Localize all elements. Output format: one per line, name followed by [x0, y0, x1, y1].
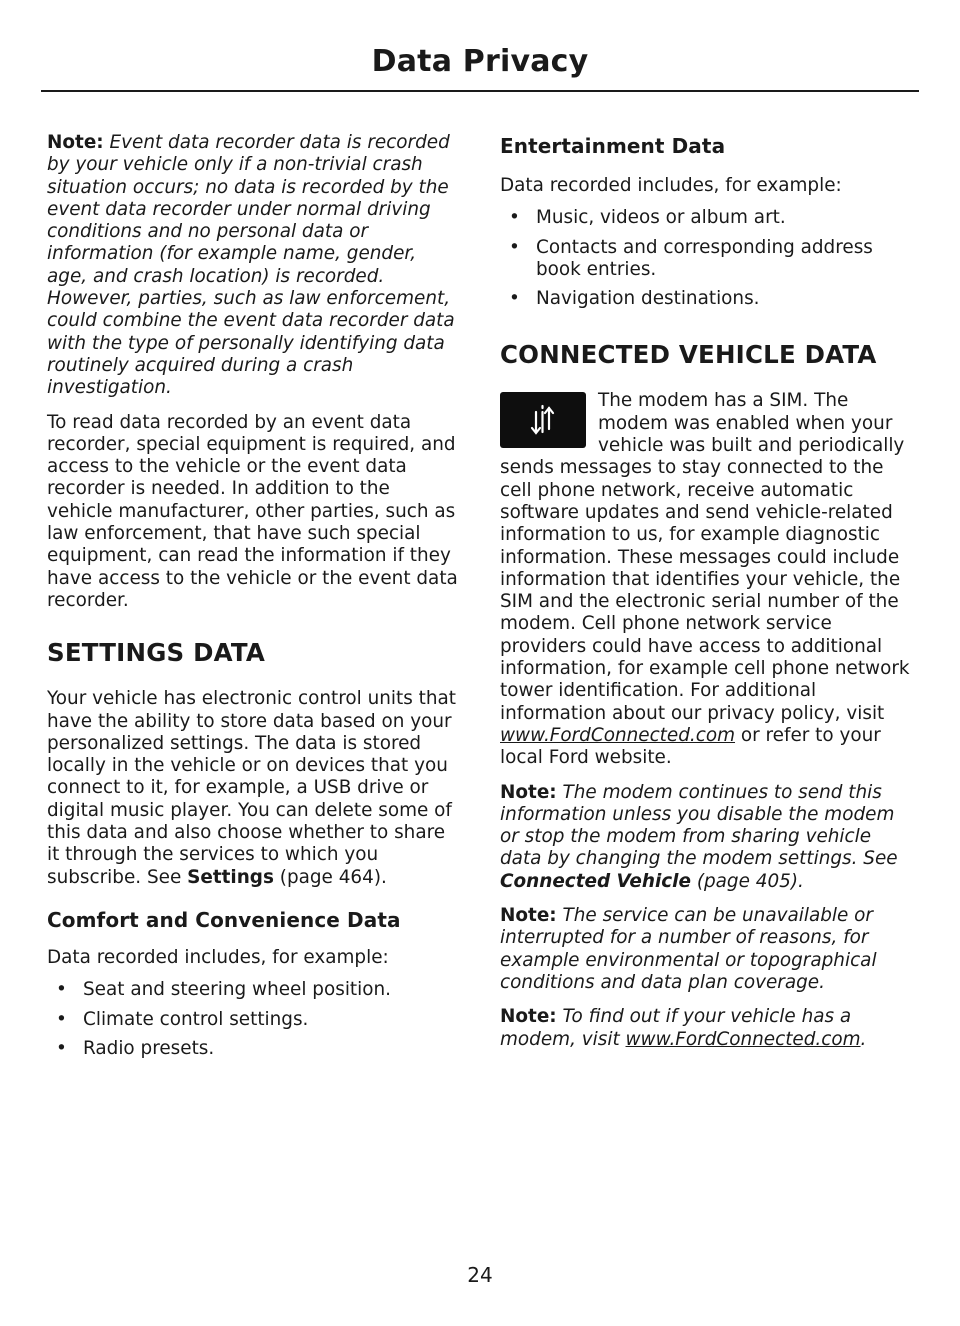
modem-signal-icon: [500, 392, 586, 448]
list-item-text: Music, videos or album art.: [536, 207, 786, 229]
settings-text: Your vehicle has electronic control units that have the ability to store data based on your personalized settings. The data is stored locally in the vehicle or on devices that you connect to it, for example, a USB drive or digital music player. You can delete some of this data and also choose whether to share it through the services to which you subscribe. See: [47, 688, 456, 888]
header-divider: [41, 90, 919, 92]
settings-data-heading: SETTINGS DATA: [47, 638, 266, 668]
bullet-icon: •: [509, 207, 520, 229]
note-service-unavailable: [500, 905, 914, 994]
bullet-icon: •: [509, 288, 520, 310]
bullet-icon: •: [56, 1037, 67, 1059]
note-find-modem: [500, 1006, 914, 1051]
connected-text: The modem has a SIM. The modem was enabled when your vehicle was built and periodically sends messages to stay connected to the cell phone network, receive automatic software updates and send vehicle-related information to us, for example diagnostic information. These messages could include information that identifies your vehicle, the SIM and the electronic serial number of the modem. Cell phone network service providers could have access to additional information, for example cell phone network tower identification. For additional information about our privacy policy, visit: [500, 390, 910, 724]
settings-page-ref: (page 464).: [273, 866, 387, 888]
connected-tail: or refer to your local Ford website.: [500, 724, 881, 769]
page-title: Data Privacy: [371, 44, 589, 79]
note-modem-continues: [500, 782, 914, 893]
note-label: Note:: [500, 1006, 557, 1028]
bullet-icon: •: [56, 979, 67, 1001]
list-item: [47, 1038, 461, 1060]
list-item-text: Seat and steering wheel position.: [83, 979, 391, 1001]
list-item: [500, 288, 914, 310]
settings-paragraph: [47, 688, 461, 889]
list-item: [47, 1009, 461, 1031]
connected-vehicle-paragraph: [500, 390, 914, 769]
note-label: Note:: [47, 132, 104, 153]
comfort-convenience-heading: Comfort and Convenience Data: [47, 907, 401, 932]
list-item-text: Radio presets.: [83, 1037, 215, 1059]
note-text: Event data recorder data is recorded by your vehicle only if a non-trivial crash situation occurs; no data is recorded by the event data recorder under normal driving conditions and no personal data or information (for example name, gender, age, and crash location) is recorded. However, parties, such as law enforcement, could combine the event data recorder data with the type of personally identifying data routinely acquired during a crash investigation.: [47, 132, 455, 399]
list-item-text: Contacts and corresponding address book entries.: [536, 236, 873, 280]
list-item: [500, 207, 914, 229]
comfort-intro: Data recorded includes, for example:: [47, 946, 389, 968]
note-page-ref: (page 405).: [690, 870, 804, 892]
list-item: [47, 979, 461, 1001]
ford-connected-link[interactable]: www.FordConnected.com: [500, 724, 736, 746]
entertainment-intro: Data recorded includes, for example:: [500, 175, 842, 196]
settings-reference[interactable]: Settings: [187, 866, 274, 888]
note-text: The service can be unavailable or interrupted for a number of reasons, for example environmental or topographical conditions and data plan coverage.: [500, 905, 877, 993]
note-label: Note:: [500, 905, 557, 927]
list-item-text: Climate control settings.: [83, 1008, 309, 1030]
comfort-list: [47, 979, 461, 1060]
entertainment-list: [500, 207, 914, 310]
bullet-icon: •: [56, 1008, 67, 1030]
connected-vehicle-reference[interactable]: Connected Vehicle: [500, 870, 691, 892]
right-column: [500, 132, 914, 1051]
list-item: [500, 237, 914, 282]
note-text: The modem continues to send this information unless you disable the modem or stop the modem from sharing vehicle data by changing the modem settings. See: [500, 781, 898, 870]
left-column: [47, 132, 461, 1067]
connected-vehicle-data-heading: CONNECTED VEHICLE DATA: [500, 340, 877, 370]
entertainment-data-heading: Entertainment Data: [500, 134, 726, 158]
note-event-data-recorder: [47, 132, 461, 400]
list-item-text: Navigation destinations.: [536, 288, 760, 310]
ford-connected-link[interactable]: www.FordConnected.com: [625, 1028, 861, 1050]
note-tail: .: [860, 1028, 867, 1050]
page-number: 24: [467, 1263, 493, 1287]
note-text: To find out if your vehicle has a modem, visit: [500, 1006, 852, 1050]
edr-access-paragraph: To read data recorded by an event data recorder, special equipment is required, and access to the vehicle or the event data recorder is needed. In addition to the vehicle manufacturer, other parties, such as law enforcement, that have such special equipment, can read the information if they have access to the vehicle or the event data recorder.: [47, 411, 458, 611]
bullet-icon: •: [509, 236, 520, 258]
note-label: Note:: [500, 781, 557, 803]
